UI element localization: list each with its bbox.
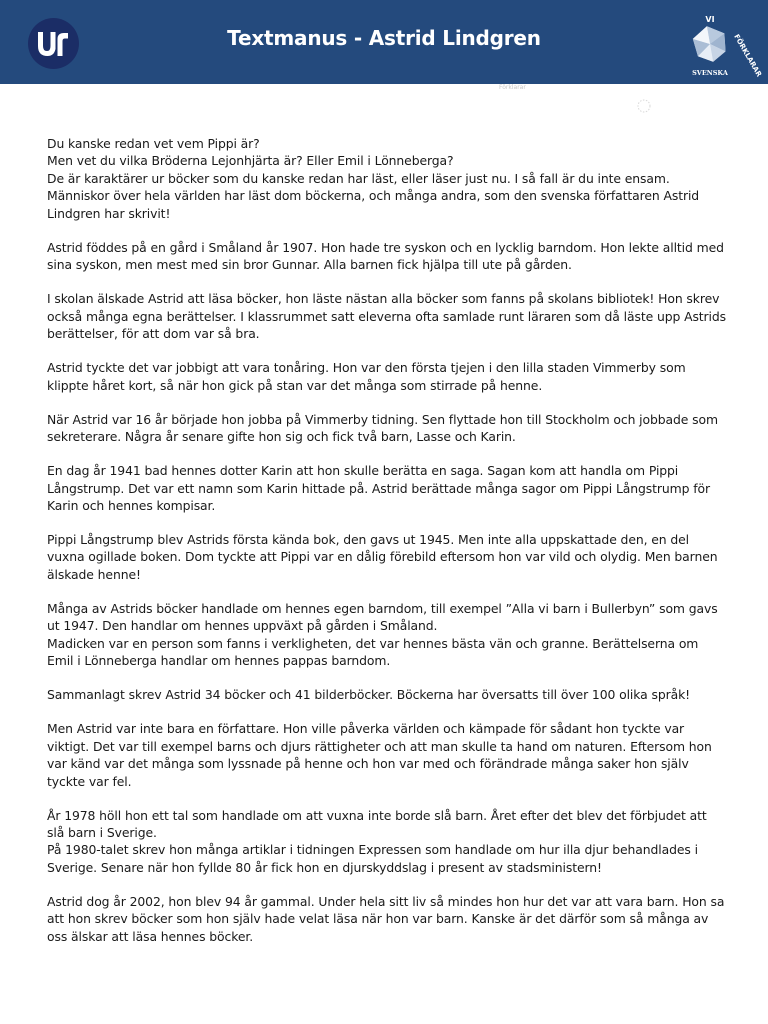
paragraph: Pippi Långstrump blev Astrids första kända bok, den gavs ut 1945. Men inte alla uppskattade den, en del vuxna ogillade boken. Dom tyckte att Pippi var en dålig förebild eftersom hon var vild och olydig. Men barnen älskade henne! [47,532,718,582]
svg-text:FÖRKLARAR: FÖRKLARAR [732,33,764,79]
vi-forklarar-svenska-logo [676,8,764,80]
paragraph: Astrid föddes på en gård i Småland år 1907. Hon hade tre syskon och en lycklig barndom. Hon lekte alltid med sina syskon, men mest med sin bror Gunnar. Alla barnen fick hjälpa till ute på gården. [47,239,724,273]
page-title: Textmanus - Astrid Lindgren [227,26,541,50]
paragraph: Astrid dog år 2002, hon blev 94 år gammal. Under hela sitt liv så mindes hon hur det var att vara barn. Hon sa att hon skrev böcker som hon själv hade velat läsa när hon var barn. Kanske är det därför som så många av oss älskar att läsa hennes böcker. [47,893,725,944]
ur-logo [28,18,79,69]
paragraph: Sammanlagt skrev Astrid 34 böcker och 41 bilderböcker. Böckerna har översatts till över 100 olika språk! [47,687,691,703]
paragraph: En dag år 1941 bad hennes dotter Karin att hon skulle berätta en saga. Sagan kom att handla om Pippi Långstrump. Det var ett namn som Karin hittade på. Astrid berättade många sagor om Pippi Långstrump för Karin och hennes kompisar. [47,463,710,513]
paragraph: När Astrid var 16 år började hon jobba på Vimmerby tidning. Sen flyttade hon till Stockholm och jobbade som sekreterare. Några år senare gifte hon sig och fick två barn, Lasse och Karin. [47,411,718,445]
body-text [47,135,727,962]
paragraph: År 1978 höll hon ett tal som handlade om att vuxna inte borde slå barn. Året efter det blev det förbjudet att slå barn i Sverige. På 1980-talet skrev hon många artiklar i tidningen Expressen som handlade om hur illa djur behandlades i Sverige. Senare när hon fyllde 80 år fick hon en djurskyddslag i present av stadsministern! [47,807,707,875]
page-header [0,0,768,84]
svg-text:VI: VI [705,15,715,24]
paragraph: Många av Astrids böcker handlade om hennes egen barndom, till exempel ”Alla vi barn i Bullerbyn” som gavs ut 1947. Den handlar om hennes uppväxt på gården i Småland. Madicken var en person som fanns i verkligheten, det var hennes bästa vän och granne. Berättelserna om Emil i Lönneberga handlar om hennes pappas barndom. [47,600,718,669]
paragraph: Men Astrid var inte bara en författare. Hon ville påverka världen och kämpade för sådant hon tyckte var viktigt. Det var till exempel barns och djurs rättigheter och att man skulle ta hand om naturen. Eftersom hon var känd var det många som lyssnade på henne och hon var med och förändrade många saker hon själv tyckte var fel. [47,721,712,789]
paragraph: I skolan älskade Astrid att läsa böcker, hon läste nästan alla böcker som fanns på skolans bibliotek! Hon skrev också många egna berättelser. I klassrummet satt eleverna ofta samlade runt läraren som då läste upp Astrids berättelser, för att dom var så bra. [47,291,727,342]
watermark-text: Förklarar [499,84,526,91]
svg-text:SVENSKA: SVENSKA [692,69,728,77]
watermark-icon [636,98,652,114]
paragraph: Du kanske redan vet vem Pippi är? Men vet du vilka Bröderna Lejonhjärta är? Eller Emil i Lönneberga? De är karaktärer ur böcker som du kanske redan har läst, eller läser just nu. I så fall är du inte ensam. Människor över hela världen har läst dom böckerna, och många andra, som den svenska författaren Astrid Lindgren har skrivit! [47,136,700,221]
paragraph: Astrid tyckte det var jobbigt att vara tonåring. Hon var den första tjejen i den lilla staden Vimmerby som klippte håret kort, så när hon gick på stan var det många som stirrade på henne. [47,360,686,393]
